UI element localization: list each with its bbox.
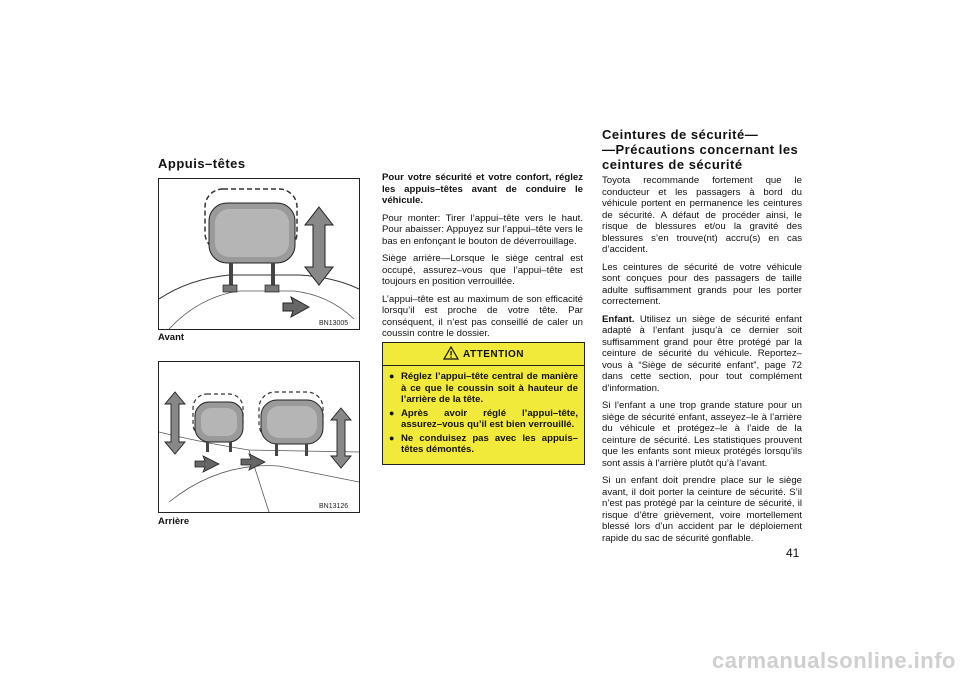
seatbelt-text xyxy=(602,175,802,550)
para-adult-size: Les ceintures de sécurité de votre véhicule sont conçues pour des passagers de taille adulte suffisamment grands pour les porter correctement. xyxy=(602,261,802,307)
section-heading-appuis-tetes: Appuis–têtes xyxy=(158,156,246,171)
para-large-child: Si l’enfant a une trop grande stature pour un siège de sécurité enfant, asseyez–le à l’arrière du véhicule et protégez–le à l’aide de la ceinture de sécurité. Les statistiques prouvent que les enfants sont mieux protégés lorsqu’ils sont assis à l’arrière plutôt qu’à l’avant. xyxy=(602,400,802,469)
attention-item: ● Après avoir réglé l’appui–tête, assurez–vous qu’il est bien verrouillé. xyxy=(389,408,578,431)
attention-item: ● Ne conduisez pas avec les appuis–têtes démontés. xyxy=(389,433,578,456)
attention-header xyxy=(383,343,584,366)
intro-bold: Pour votre sécurité et votre confort, réglez les appuis–têtes avant de conduire le véhicule. xyxy=(382,172,583,206)
figure-code-rear: BN13126 xyxy=(319,503,349,510)
attention-item: ● Réglez l’appui–tête central de manière à ce que le coussin soit à hauteur de l’arrière de la tête. xyxy=(389,371,578,406)
attention-title: ATTENTION xyxy=(463,348,524,360)
heading-line-3: ceintures de sécurité xyxy=(602,157,743,172)
page-number: 41 xyxy=(786,546,800,560)
child-text: Utilisez un siège de sécurité enfant adapté à l’enfant jusqu’à ce dernier soit suffisamment grand pour être protégé par la ceinture de sécurité du véhicule. Reportez–vous à “Siège de sécurité enfant”, page 72 dans cette section, pour tout complément d’information. xyxy=(602,313,802,394)
child-label: Enfant. xyxy=(602,313,635,325)
para-front-seat-child: Si un enfant doit prendre place sur le siège avant, il doit porter la ceinture de sécurité. S’il n’est pas protégé par la ceinture de sécurité, il risque d’être grièvement, voire mortellement blessé lors d’un accident par le déploiement rapide du sac de sécurité gonflable. xyxy=(602,475,802,544)
figure-code-front: BN13005 xyxy=(319,320,349,327)
para-toyota-recommends: Toyota recommande fortement que le conducteur et les passagers à bord du véhicule portent en permanence les ceintures de sécurité. A défaut de procéder ainsi, le risque de blessures et/ou la gravité des blessures s’en trouve(nt) accru(s) en cas d’accident. xyxy=(602,175,802,255)
attention-box xyxy=(382,342,585,465)
figure-caption-rear: Arrière xyxy=(158,516,190,527)
heading-line-1: Ceintures de sécurité— xyxy=(602,127,759,142)
para-child xyxy=(602,314,802,395)
para-effectiveness: L’appui–tête est au maximum de son efficacité lorsqu’il est proche de votre tête. Par conséquent, il n’est pas conseillé de caler un coussin contre le dossier. xyxy=(382,293,583,339)
watermark: carmanualsonline.info xyxy=(712,648,956,673)
figure-front-headrest xyxy=(158,178,360,330)
section-heading-ceintures xyxy=(602,127,812,172)
warning-triangle-icon xyxy=(443,346,459,363)
para-rear-seat: Siège arrière—Lorsque le siège central est occupé, assurez–vous que l’appui–tête est toujours en position verrouillée. xyxy=(382,253,583,287)
heading-line-2: —Précautions concernant les xyxy=(602,142,799,157)
para-adjust: Pour monter: Tirer l’appui–tête vers le haut. Pour abaisser: Appuyez sur l’appui–tête vers le bas en enfonçant le bouton de déverrouillage. xyxy=(382,212,583,247)
attention-list xyxy=(383,366,584,464)
figure-rear-headrests xyxy=(158,361,360,513)
figure-caption-front: Avant xyxy=(158,332,185,343)
headrest-text xyxy=(382,172,583,346)
